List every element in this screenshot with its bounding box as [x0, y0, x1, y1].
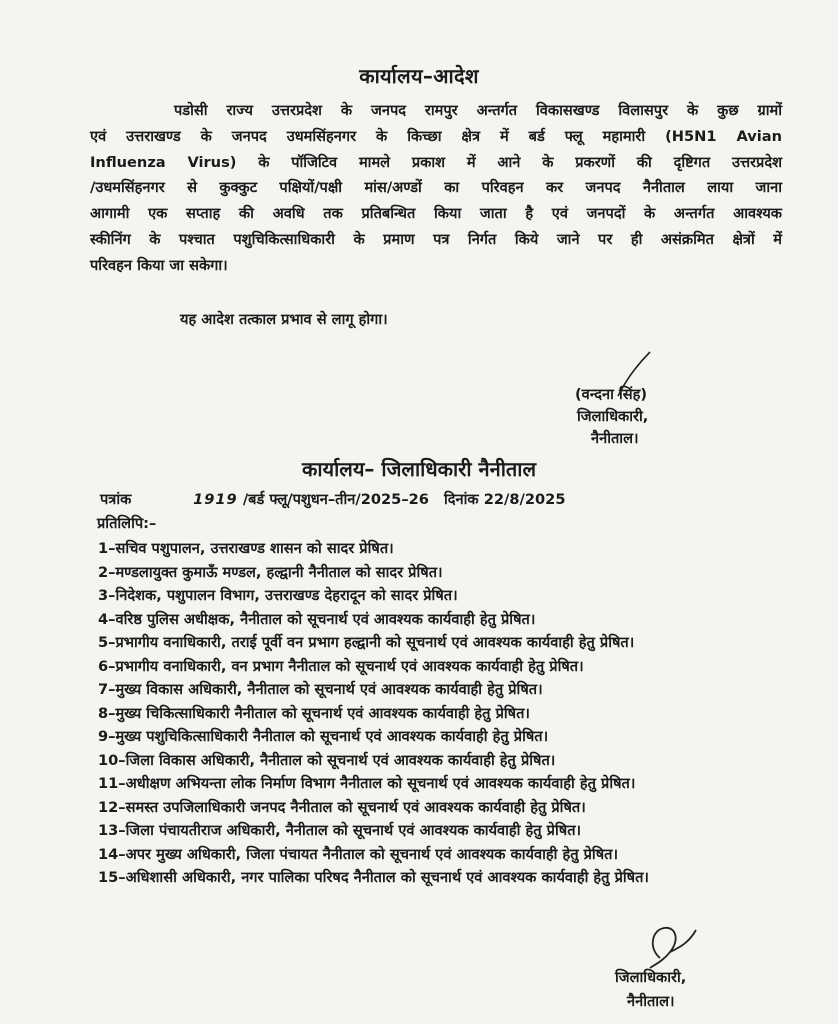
list-item: 2–मण्डलायुक्त कुमाऊँ मण्डल, हल्द्वानी नैनीताल को सादर प्रेषित।: [98, 563, 443, 581]
list-item: 11–अधीक्षण अभियन्ता लोक निर्माण विभाग नैनीताल को सूचनार्थ एवं आवश्यक कार्यवाही हेतु प्रेषित।: [98, 775, 636, 792]
list-item: 8–मुख्य चिकित्साधिकारी नैनीताल को सूचनार्थ एवं आवश्यक कार्यवाही हेतु प्रेषित।: [98, 704, 530, 722]
list-item: 13–जिला पंचायतीराज अधिकारी, नैनीताल को सूचनार्थ एवं आवश्यक कार्यवाही हेतु प्रेषित।: [98, 822, 582, 839]
copy-list: [98, 537, 788, 890]
order-effect-text: यह आदेश तत्काल प्रभाव से लागू होगा।: [180, 311, 388, 328]
date-value: 22/8/2025: [483, 491, 566, 508]
order-line: परिवहन किया जा सकेगा।: [90, 256, 228, 274]
list-item: 6–प्रभागीय वनाधिकारी, वन प्रभाग नैनीताल को सूचनार्थ एवं आवश्यक कार्यवाही हेतु प्रेषित।: [98, 657, 584, 675]
patrank-label: पत्रांक: [100, 491, 132, 508]
list-item: 4–वरिष्ठ पुलिस अधीक्षक, नैनीताल को सूचनार्थ एवं आवश्यक कार्यवाही हेतु प्रेषित।: [98, 610, 536, 628]
order-line: स्कीनिंग के पश्चात पशुचिकित्साधिकारी के प्रमाण पत्र निर्गत किये जाने पर ही असंक्रमित क्षेत्रों में: [90, 230, 782, 248]
date-label: दिनांक: [444, 491, 479, 508]
order-signatory: [575, 384, 648, 450]
list-item: 5–प्रभागीय वनाधिकारी, तराई पूर्वी वन प्रभाग हल्द्वानी को सूचनार्थ एवं आवश्यक कार्यवाही हेतु प्रेषित।: [98, 634, 635, 651]
list-item: 15–अधिशासी अधिकारी, नगर पालिका परिषद नैनीताल को सूचनार्थ एवं आवश्यक कार्यवाही हेतु प्रेषित।: [98, 869, 649, 886]
order-line: Influenza Virus) के पॉजिटिव मामले प्रकाश में आने के प्रकरणों की दृष्टिगत उत्तरप्रदेश: [90, 153, 782, 171]
list-item: 10–जिला विकास अधिकारी, नैनीताल को सूचनार्थ एवं आवश्यक कार्यवाही हेतु प्रेषित।: [98, 751, 556, 769]
list-item: 3–निदेशक, पशुपालन विभाग, उत्तराखण्ड देहरादून को सादर प्रेषित।: [98, 587, 458, 604]
order-line: पडोसी राज्य उत्तरप्रदेश के जनपद रामपुर अन्तर्गत विकासखण्ड विलासपुर के कुछ ग्रामों: [174, 102, 782, 119]
order-line: एवं उत्तराखण्ड के जनपद उधमसिंहनगर के किच्छा क्षेत्र में बर्ड फ्लू महामारी (H5N1 Avian: [90, 127, 782, 145]
signatory-place: नैनीताल।: [627, 993, 675, 1010]
signatory-name: (वन्दना सिंह): [575, 386, 648, 403]
office-signatory: [615, 966, 686, 1014]
order-body: [90, 98, 782, 279]
order-line: आगामी एक सप्ताह की अवधि तक प्रतिबन्धित किया जाता है एवं जनपदों के अन्तर्गत आवश्यक: [90, 205, 782, 223]
order-line: /उधमसिंहनगर से कुक्कुट पक्षियों/पक्षी मांस/अण्डों का परिवहन कर जनपद नैनीताल लाया जाना: [90, 179, 782, 197]
list-item: 9–मुख्य पशुचिकित्साधिकारी नैनीताल को सूचनार्थ एवं आवश्यक कार्यवाही हेतु प्रेषित।: [98, 728, 549, 745]
signatory-designation: जिलाधिकारी,: [615, 969, 687, 986]
order-title: कार्यालय–आदेश: [359, 64, 479, 88]
reference-line: [100, 489, 565, 509]
list-item: 12–समस्त उपजिलाधिकारी जनपद नैनीताल को सूचनार्थ एवं आवश्यक कार्यवाही हेतु प्रेषित।: [98, 798, 586, 816]
patrank-rest: /बर्ड फ्लू/पशुधन–तीन/2025–26: [242, 491, 429, 508]
list-item: 1–सचिव पशुपालन, उत्तराखण्ड शासन को सादर प्रेषित।: [98, 540, 394, 557]
signatory-designation: जिलाधिकारी,: [577, 408, 649, 425]
list-item: 14–अपर मुख्य अधिकारी, जिला पंचायत नैनीताल को सूचनार्थ एवं आवश्यक कार्यवाही हेतु प्रेषित।: [98, 845, 618, 863]
patrank-number: 1919: [193, 491, 238, 508]
list-item: 7–मुख्य विकास अधिकारी, नैनीताल को सूचनार्थ एवं आवश्यक कार्यवाही हेतु प्रेषित।: [98, 681, 543, 698]
office-title: कार्यालय– जिलाधिकारी नैनीताल: [301, 457, 537, 481]
copy-header: प्रतिलिपि:–: [97, 515, 157, 532]
signatory-place: नैनीताल।: [591, 430, 639, 447]
